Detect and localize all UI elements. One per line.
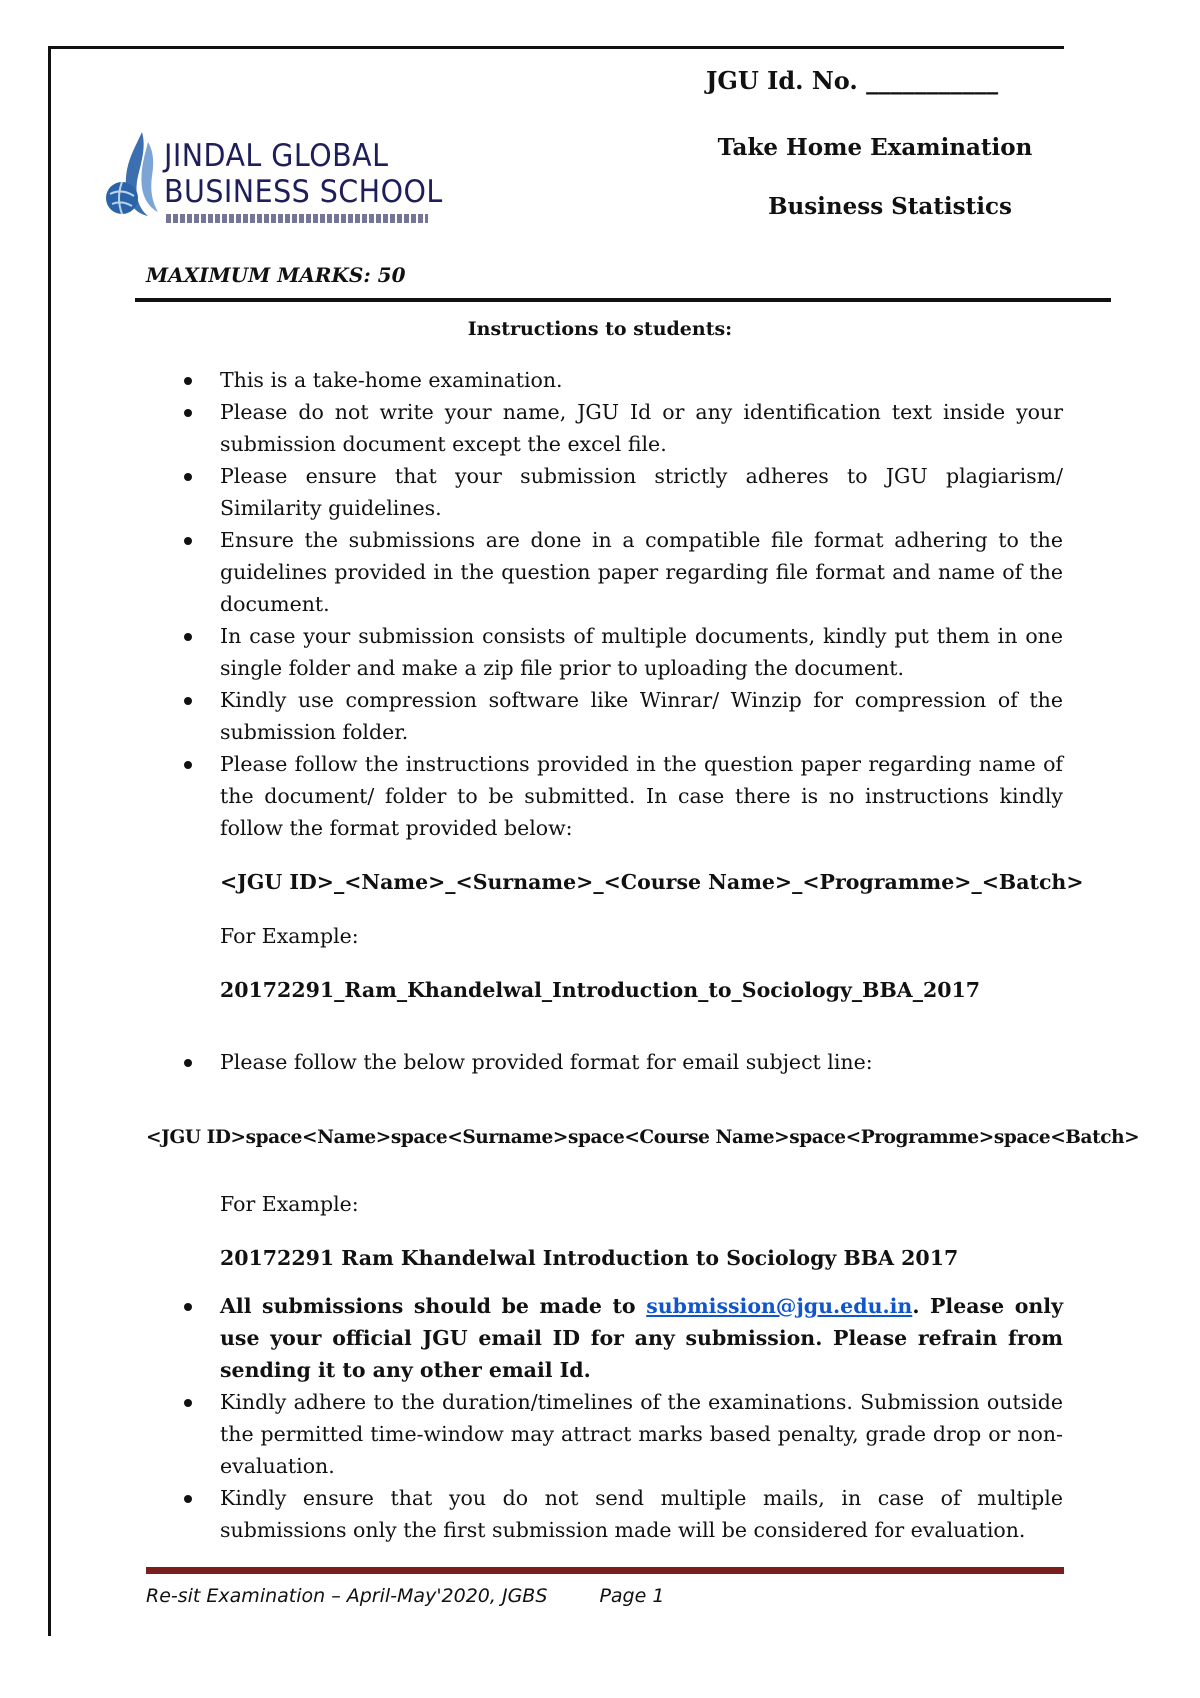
maximum-marks: MAXIMUM MARKS: 50: [146, 263, 406, 287]
footer-text: Re-sit Examination – April-May'2020, JGBS: [146, 1585, 548, 1607]
bullet-icon: [184, 1059, 192, 1067]
bullet-icon: [184, 409, 192, 417]
example-label: For Example:: [220, 1192, 359, 1216]
subject-title: Business Statistics: [768, 193, 1012, 220]
instructions-list-continued: [175, 1188, 1063, 1546]
footer-divider: [146, 1567, 1064, 1574]
email-subject-example: 20172291 Ram Khandelwal Introduction to Sociology BBA 2017: [220, 1246, 959, 1270]
exam-title: Take Home Examination: [717, 134, 1033, 161]
bullet-icon: [184, 697, 192, 705]
page-border-top: [48, 46, 1064, 49]
instructions-heading: Instructions to students:: [467, 318, 733, 340]
page-footer: [146, 1585, 664, 1607]
bullet-icon: [184, 1399, 192, 1407]
page-border-left: [48, 46, 51, 1636]
logo-text-line1: JINDAL GLOBAL: [164, 138, 389, 174]
header-divider: [135, 298, 1111, 302]
bullet-icon: [184, 473, 192, 481]
list-item: Please follow the below provided format for email subject line:: [175, 1046, 1063, 1078]
logo-tagline: [166, 214, 428, 223]
bullet-icon: [184, 377, 192, 385]
list-item: Please do not write your name, JGU Id or any identification text inside your submission document except the excel file.: [175, 396, 1063, 460]
list-item: Ensure the submissions are done in a compatible file format adhering to the guidelines provided in the question paper regarding file format and name of the document.: [175, 524, 1063, 620]
bullet-icon: [184, 1303, 192, 1311]
jgu-id-field: JGU Id. No. ___________: [706, 66, 999, 95]
file-name-example: 20172291_Ram_Khandelwal_Introduction_to_Sociology_BBA_2017: [220, 978, 981, 1002]
list-item: Kindly adhere to the duration/timelines of the examinations. Submission outside the permitted time-window may attract marks based penalty, grade drop or non-evaluation.: [175, 1386, 1063, 1482]
page-number: Page 1: [599, 1585, 665, 1607]
logo-emblem-icon: [104, 128, 164, 228]
bullet-icon: [184, 537, 192, 545]
bullet-icon: [184, 633, 192, 641]
list-item: Please ensure that your submission strictly adheres to JGU plagiarism/ Similarity guidelines.: [175, 460, 1063, 524]
school-logo: [104, 128, 443, 228]
email-subject-format: <JGU ID>space<Name>space<Surname>space<Course Name>space<Programme>space<Batch>: [146, 1127, 1140, 1148]
example-label: For Example:: [220, 924, 359, 948]
list-item: Kindly ensure that you do not send multiple mails, in case of multiple submissions only the first submission made will be considered for evaluation.: [175, 1482, 1063, 1546]
bullet-icon: [184, 1495, 192, 1503]
bullet-icon: [184, 761, 192, 769]
logo-text-line2: BUSINESS SCHOOL: [164, 174, 443, 210]
list-item: Kindly use compression software like Winrar/ Winzip for compression of the submission folder.: [175, 684, 1063, 748]
file-name-format: <JGU ID>_<Name>_<Surname>_<Course Name>_<Programme>_<Batch>: [220, 870, 1084, 894]
list-item: In case your submission consists of multiple documents, kindly put them in one single folder and make a zip file prior to uploading the document.: [175, 620, 1063, 684]
submission-email-link[interactable]: submission@jgu.edu.in: [646, 1294, 913, 1318]
list-item: Please follow the instructions provided in the question paper regarding name of the document/ folder to be submitted. In case there is no instructions kindly follow the format provided below:: [175, 748, 1063, 844]
instructions-list: [175, 364, 1084, 1078]
list-item: This is a take-home examination.: [175, 364, 1063, 396]
list-item: All submissions should be made to submission@jgu.edu.in. Please only use your official JGU email ID for any submission. Please refrain from sending it to any other email Id.: [175, 1290, 1063, 1386]
